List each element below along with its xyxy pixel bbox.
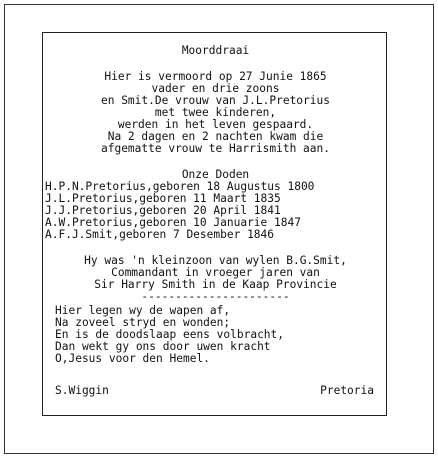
dead-list-item: J.L.Pretorius,geboren 11 Maart 1835	[45, 192, 281, 205]
intro-line: en Smit.De vrouw van J.L.Pretorius	[100, 94, 330, 107]
note-line: Hy was 'n kleinzoon van wylen B.G.Smit,	[84, 254, 347, 267]
intro-line: afgematte vrouw te Harrismith aan.	[100, 142, 330, 155]
intro-line: Na 2 dagen en 2 nachten kwam die	[107, 130, 324, 143]
poem-line: Dan wekt gy ons door uwen kracht	[55, 340, 271, 353]
dead-list-item: J.J.Pretorius,geboren 20 April 1841	[45, 204, 281, 217]
poem-line: En is de doodslaap eens volbracht,	[55, 328, 285, 341]
note-line: Sir Harry Smith in de Kaap Provincie	[94, 278, 337, 291]
dead-list-item: H.P.N.Pretorius,geboren 18 Augustus 1800	[45, 180, 315, 193]
intro-line: met twee kinderen,	[154, 106, 277, 119]
intro-line: vader en drie zoons	[151, 82, 280, 95]
document-title: Moorddraai	[181, 44, 250, 57]
footer-left: S.Wiggin	[55, 384, 109, 397]
document-page	[42, 32, 387, 416]
poem-line: Hier legen wy de wapen af,	[55, 304, 231, 317]
footer-right: Pretoria	[320, 384, 374, 397]
intro-line: Hier is vermoord op 27 Junie 1865	[104, 70, 327, 83]
separator-line: ----------------------	[141, 290, 290, 303]
dead-list-item: A.F.J.Smit,geboren 7 Desember 1846	[45, 228, 275, 241]
poem-line: Na zoveel stryd en wonden;	[55, 316, 231, 329]
poem-line: O,Jesus voor den Hemel.	[55, 352, 210, 365]
intro-line: werden in het leven gespaard.	[117, 118, 314, 131]
note-line: Commandant in vroeger jaren van	[111, 266, 320, 279]
dead-list-item: A.W.Pretorius,geboren 10 Januarie 1847	[45, 216, 301, 229]
dead-heading: Onze Doden	[181, 168, 250, 181]
